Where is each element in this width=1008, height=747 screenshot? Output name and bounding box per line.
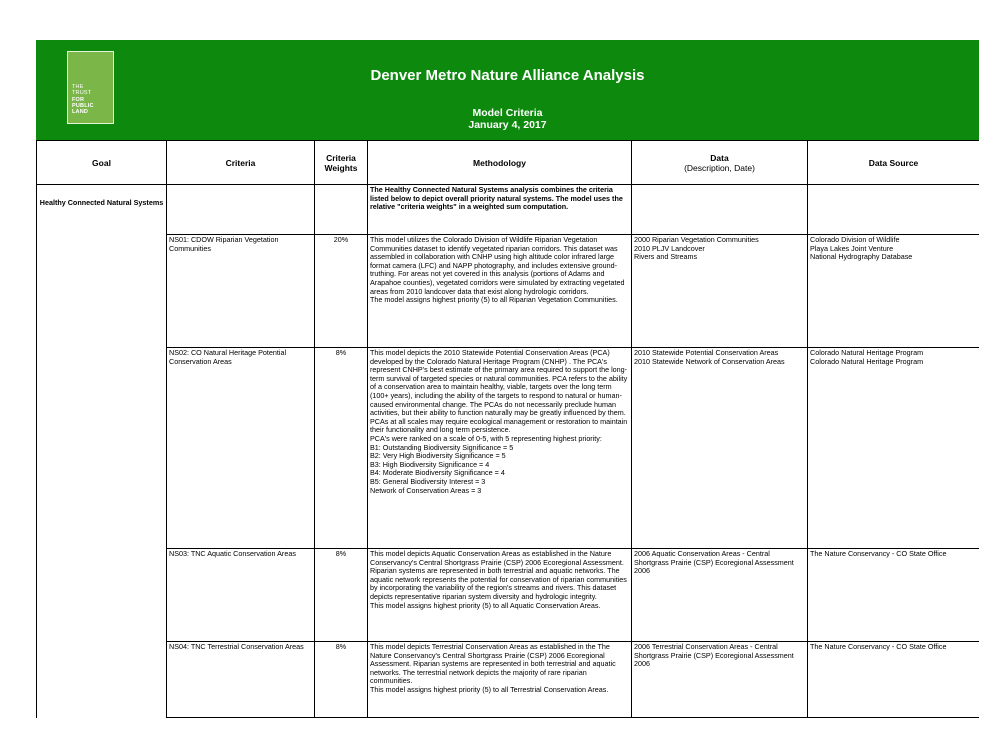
data-cell: 2006 Terrestrial Conservation Areas - Central Shortgrass Prairie (CSP) Ecoregional Assessment 2006 — [632, 642, 808, 718]
column-header-criteria: Criteria — [167, 141, 315, 185]
methodology-cell — [368, 348, 632, 549]
document-date: January 4, 2017 — [468, 119, 547, 131]
methodology-paragraph: This model depicts the 2010 Statewide Potential Conservation Areas (PCA) developed by the Colorado Natural Heritage Program (CNHP) . The PCA's represent CNHP's best estimate of the primary area required to support the long-term survival of targeted species or natural communities. PCA refers to the ability of a conservation area to maintain healthy, viable, targets over the long term (100+ years), including the ability of the targets to respond to natural or human-caused environmental change. The PCAs do not necessarily preclude human activities, but their ability to function naturally may be greatly influenced by them. PCAs at all scales may require ecological management or restoration to maintain their functionality and long term persistence. — [370, 348, 628, 435]
goal-cell — [37, 549, 167, 642]
weight-cell: 8% — [315, 348, 368, 549]
source-line: Colorado Natural Heritage Program — [810, 348, 924, 357]
goal-cell: Healthy Connected Natural Systems — [37, 185, 167, 235]
logo-line: THE — [72, 84, 84, 90]
column-header-data — [632, 141, 808, 185]
weight-cell: 8% — [315, 642, 368, 718]
data-line: 2000 Riparian Vegetation Communities — [634, 235, 759, 244]
logo-line: PUBLIC — [72, 103, 94, 109]
table-row — [37, 348, 980, 549]
methodology-paragraph: This model assigns highest priority (5) to all Aquatic Conservation Areas. — [370, 600, 601, 610]
methodology-intro: The Healthy Connected Natural Systems analysis combines the criteria listed below to depict overall priority natural systems. The model uses the relative "criteria weights" in a weighted sum computation. — [368, 185, 632, 235]
methodology-paragraph: This model utilizes the Colorado Division of Wildlife Riparian Vegetation Communities dataset to identify vegetated riparian corridors. This dataset was assembled in collaboration with CNHP using high altitude color infrared large format camera (LFC) and NAPP photography, and includes extensive ground-truthing. For areas not yet covered in this analysis (portions of Adams and Arapahoe counties), vegetated corridors were simulated by extracting vegetated areas from 2010 landcover data that exist along hydrologic corridors. — [370, 235, 625, 296]
logo-line: FOR — [72, 97, 85, 103]
methodology-paragraph: B4: Moderate Biodiversity Significance = 4 — [370, 468, 505, 478]
goal-cell — [37, 235, 167, 348]
criteria-document-page — [36, 40, 979, 720]
weights-header-line: Criteria — [326, 152, 356, 163]
methodology-paragraph: B2: Very High Biodiversity Significance = 5 — [370, 451, 506, 461]
goal-cell — [37, 642, 167, 718]
data-cell: 2006 Aquatic Conservation Areas - Central Shortgrass Prairie (CSP) Ecoregional Assessment 2006 — [632, 549, 808, 642]
column-header-goal: Goal — [37, 141, 167, 185]
data-line: 2010 Statewide Network of Conservation Areas — [634, 356, 785, 366]
table-row — [37, 549, 980, 642]
weight-cell: 8% — [315, 549, 368, 642]
criteria-cell: NS03: TNC Aquatic Conservation Areas — [167, 549, 315, 642]
methodology-paragraph: PCA's were ranked on a scale of 0-5, with 5 representing highest priority: — [370, 433, 602, 443]
table-row — [37, 185, 980, 235]
source-cell: The Nature Conservancy - CO State Office — [808, 549, 980, 642]
methodology-paragraph: Network of Conservation Areas = 3 — [370, 485, 482, 495]
table-header-row — [37, 141, 980, 185]
table-row — [37, 235, 980, 348]
source-cell — [808, 185, 980, 235]
source-line: Playa Lakes Joint Venture — [810, 243, 894, 253]
data-line: Rivers and Streams — [634, 252, 698, 262]
source-cell — [808, 235, 980, 348]
goal-cell — [37, 348, 167, 549]
criteria-cell: NS04: TNC Terrestrial Conservation Areas — [167, 642, 315, 718]
criteria-table — [36, 140, 979, 718]
column-header-weights — [315, 141, 368, 185]
criteria-cell: NS02: CO Natural Heritage Potential Conservation Areas — [167, 348, 315, 549]
methodology-cell — [368, 642, 632, 718]
document-subtitle — [36, 107, 979, 131]
weight-cell: 20% — [315, 235, 368, 348]
data-header-subline: (Description, Date) — [684, 162, 755, 173]
methodology-paragraph: The model assigns highest priority (5) to all Riparian Vegetation Communities. — [370, 295, 618, 305]
data-line: 2010 PLJV Landcover — [634, 243, 705, 253]
logo-line: TRUST — [72, 90, 92, 96]
methodology-cell — [368, 235, 632, 348]
subtitle-text: Model Criteria — [472, 107, 543, 119]
data-cell — [632, 185, 808, 235]
data-header-line: Data — [710, 152, 729, 163]
column-header-methodology: Methodology — [368, 141, 632, 185]
methodology-paragraph: This model depicts Terrestrial Conservation Areas as established in the The Nature Conservancy's Central Shortgrass Prairie (CSP) 2006 Ecoregional Assessment. Riparian systems are represented in both terrestrial and aquatic networks. The terrestrial network depicts the majority of rare riparian communities. — [370, 642, 616, 686]
data-cell — [632, 235, 808, 348]
methodology-paragraph: B5: General Biodiversity Interest = 3 — [370, 476, 486, 486]
data-line: 2010 Statewide Potential Conservation Areas — [634, 348, 779, 357]
weight-cell — [315, 185, 368, 235]
methodology-paragraph: B3: High Biodiversity Significance = 4 — [370, 459, 490, 469]
methodology-cell — [368, 549, 632, 642]
column-header-source: Data Source — [808, 141, 980, 185]
source-cell: The Nature Conservancy - CO State Office — [808, 642, 980, 718]
source-line: National Hydrography Database — [810, 252, 913, 262]
document-title: Denver Metro Nature Alliance Analysis — [370, 67, 645, 84]
methodology-paragraph: This model assigns highest priority (5) to all Terrestrial Conservation Areas. — [370, 684, 609, 694]
source-cell — [808, 348, 980, 549]
header-banner — [36, 40, 979, 140]
criteria-cell: NS01: CDOW Riparian Vegetation Communities — [167, 235, 315, 348]
table-row — [37, 642, 980, 718]
data-cell — [632, 348, 808, 549]
logo-line: LAND — [72, 109, 89, 115]
methodology-paragraph: B1: Outstanding Biodiversity Significance = 5 — [370, 442, 514, 452]
criteria-cell — [167, 185, 315, 235]
source-line: Colorado Division of Wildlife — [810, 235, 900, 244]
methodology-paragraph: This model depicts Aquatic Conservation Areas as established in the Nature Conservancy's Central Shortgrass Prairie (CSP) 2006 Ecoregional Assessment. Riparian systems are represented in both terrestrial and aquatic networks. The aquatic network represents the potential for conservation of riparian communities by incorporating the variability of the region's streams and rivers. This dataset depicts representative riparian system diversity and hydrologic integrity. — [370, 549, 627, 601]
source-line: Colorado Natural Heritage Program — [810, 356, 924, 366]
weights-header-line: Weights — [324, 162, 358, 173]
